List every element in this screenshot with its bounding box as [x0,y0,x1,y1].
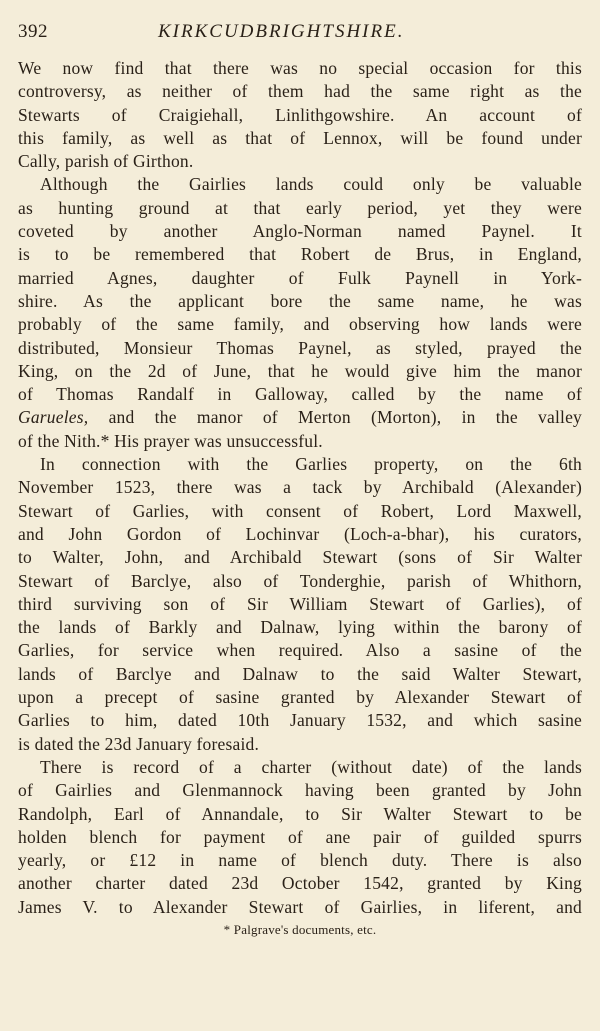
text-line: controversy, as neither of them had the same right as the [18,81,582,102]
footnote: * Palgrave's documents, etc. [223,921,377,937]
body-text [18,57,582,919]
text-line: of the Nith.* His prayer was unsuccessful. [18,430,323,451]
text-line [18,406,582,429]
text-line: We now find that there was no special occasion for this [18,58,582,78]
text-line: Garlies, for service when required. Also a sasine of the [18,640,582,661]
text-line: and John Gordon of Lochinvar (Loch-a-bhar), his curators, [18,523,582,544]
text-line: as hunting ground at that early period, yet they were [18,197,582,218]
text-line: shire. As the applicant bore the same name, he was [18,290,582,311]
text-line: married Agnes, daughter of Fulk Paynell in York- [18,267,582,288]
text-line: Stewart of Garlies, with consent of Robert, Lord Maxwell, [18,500,582,521]
italic-place-name: Garueles, [18,407,89,428]
text-line: Stewart of Barclye, also of Tonderghie, parish of Whithorn, [18,570,582,591]
text-line: In connection with the Garlies property, on the 6th [40,454,582,475]
text-line: distributed, Monsieur Thomas Paynel, as styled, prayed the [18,337,582,358]
text-line: probably of the same family, and observing how lands were [18,314,582,335]
text-line: upon a precept of sasine granted by Alexander Stewart of [18,687,582,708]
text-line: Garlies to him, dated 10th January 1532, and which sasine [18,710,582,731]
text-line: of Thomas Randalf in Galloway, called by the name of [18,384,582,405]
text-line: lands of Barclye and Dalnaw to the said Walter Stewart, [18,663,582,684]
text-line: coveted by another Anglo-Norman named Paynel. It [18,221,582,242]
text-line: is to be remembered that Robert de Brus, in England, [18,244,582,265]
text-line: November 1523, there was a tack by Archibald (Alexander) [18,477,582,498]
text-line: There is record of a charter (without date) of the lands [40,756,582,777]
text-line: holden blench for payment of ane pair of guilded spurrs [18,826,582,847]
paragraph [18,453,582,756]
text-line: Cally, parish of Girthon. [18,151,194,172]
text-line: to Walter, John, and Archibald Stewart (sons of Sir Walter [18,547,582,568]
text-line: this family, as well as that of Lennox, will be found under [18,127,582,148]
paragraph [18,173,582,453]
paragraph [18,57,582,173]
text-line: James V. to Alexander Stewart of Gairlies, in liferent, and [18,896,582,917]
text-line: third surviving son of Sir William Stewart of Garlies), of [18,593,582,614]
text-line: is dated the 23d January foresaid. [18,733,260,754]
text-line: the lands of Barkly and Dalnaw, lying within the barony of [18,617,582,638]
paragraph [18,756,582,919]
text-line: Stewarts of Craigiehall, Linlithgowshire. An account of [18,104,582,125]
text-line: King, on the 2d of June, that he would give him the manor [18,360,582,381]
text-line: of Gairlies and Glenmannock having been granted by John [18,780,582,801]
text-line: Although the Gairlies lands could only be valuable [40,174,582,195]
running-head: KIRKCUDBRIGHTSHIRE. [158,21,405,42]
text-line-rest: and the manor of Merton (Morton), in the valley [88,407,582,428]
page-number: 392 [18,21,48,42]
text-line: another charter dated 23d October 1542, granted by King [18,873,582,894]
text-line: Randolph, Earl of Annandale, to Sir Walter Stewart to be [18,803,582,824]
page-header [18,16,582,54]
text-line: yearly, or £12 in name of blench duty. There is also [18,850,582,871]
